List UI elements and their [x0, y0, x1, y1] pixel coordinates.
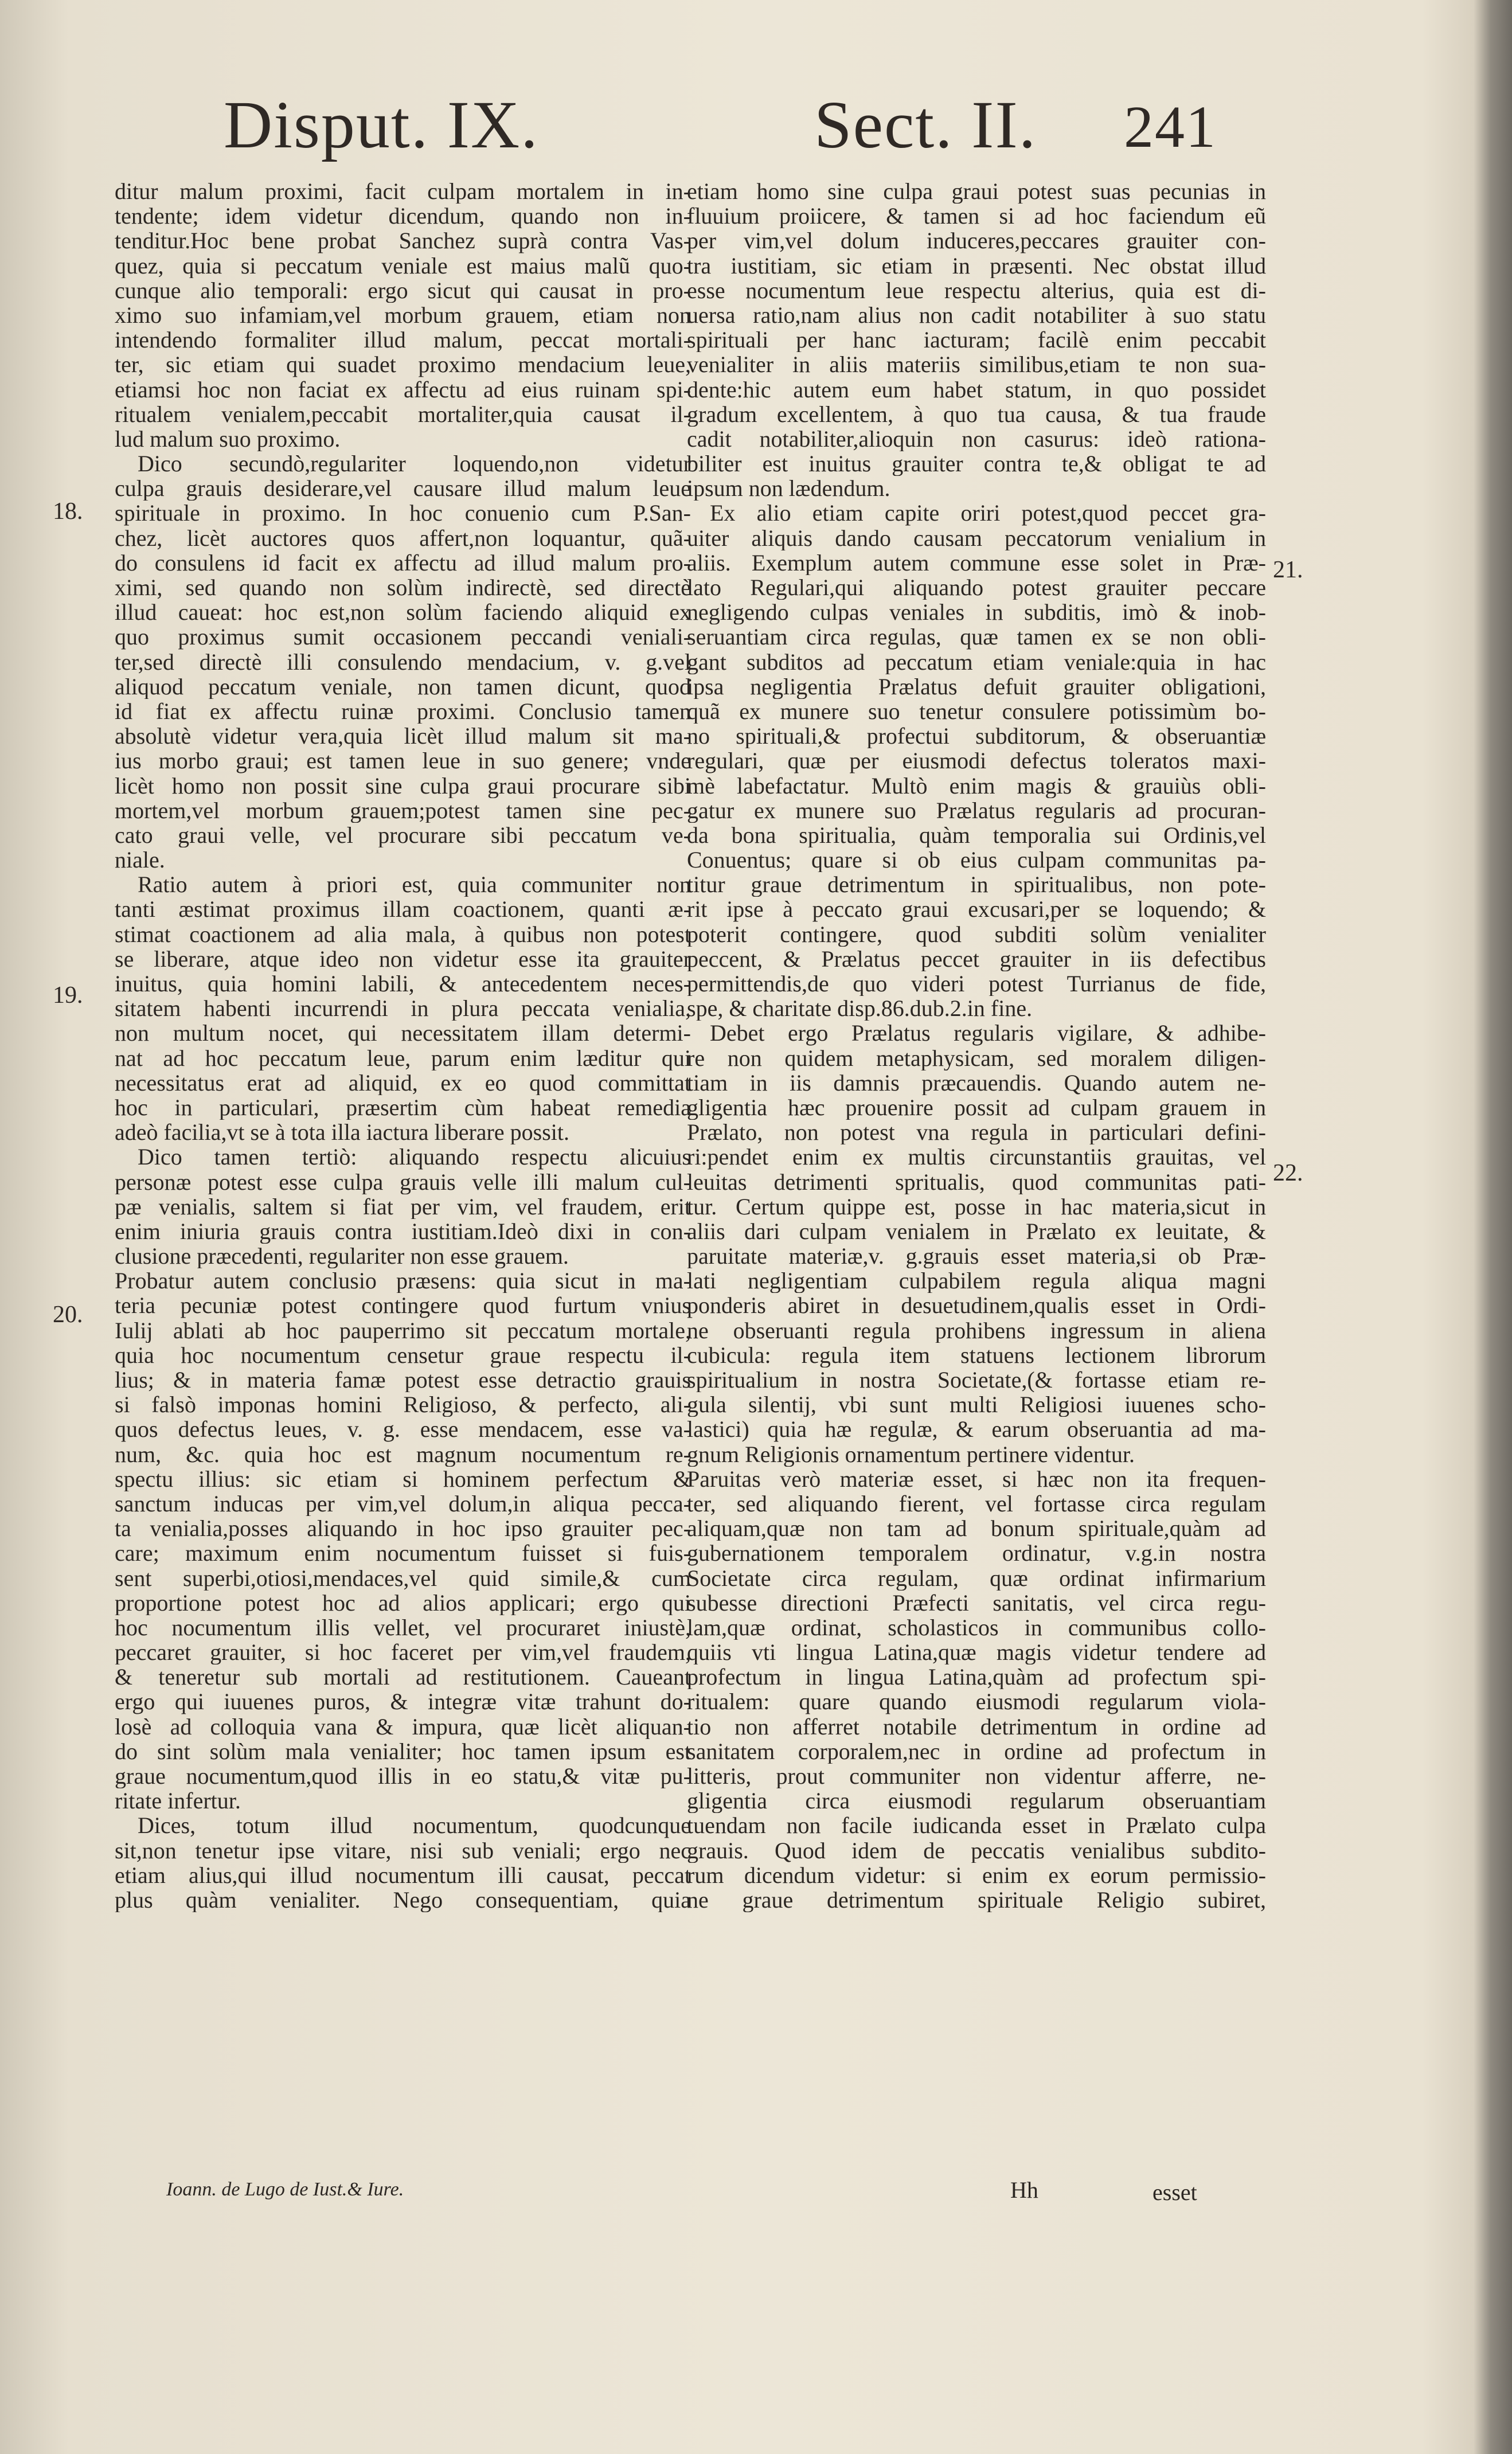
- text-line: personæ potest esse culpa grauis velle illi malum cul-: [115, 1169, 691, 1194]
- text-line: Ex alio etiam capite oriri potest,quod peccet gra-: [710, 501, 1266, 526]
- text-line: Ratio autem à priori est, quia communiter non: [138, 872, 691, 897]
- text-line: sent superbi,otiosi,mendaces,vel quid simile,& cum: [115, 1565, 691, 1591]
- text-line: Dices, totum illud nocumentum, quodcunque: [138, 1813, 691, 1838]
- text-line: quos defectus leues, v. g. esse mendacem, esse va-: [115, 1417, 691, 1442]
- text-line: intendendo formaliter illud malum, peccat mortali-: [115, 327, 691, 353]
- text-line: plus quàm venialiter. Nego consequentiam, quia: [115, 1887, 691, 1913]
- text-line: uersa ratio,nam alius non cadit notabiliter à suo statu: [687, 302, 1266, 328]
- text-line: ipsum non lædendum.: [687, 476, 890, 501]
- text-line: Probatur autem conclusio præsens: quia sicut in ma-: [115, 1268, 691, 1294]
- text-line: sitatem habenti incurrendi in plura peccata venialia,: [115, 996, 691, 1021]
- text-line: ponderis abiret in desuetudinem,qualis esset in Ordi-: [687, 1293, 1266, 1318]
- text-line: ditur malum proximi, facit culpam mortalem in in-: [115, 179, 691, 204]
- text-line: subesse directioni Præfecti sanitatis, vel circa regu-: [687, 1590, 1266, 1615]
- text-line: cubicula: regula item statuens lectionem librorum: [687, 1342, 1266, 1367]
- margin-number-20: 20.: [53, 1302, 83, 1328]
- text-line: Conuentus; quare si ob eius culpam communitas pa-: [687, 847, 1266, 873]
- text-line: tur. Certum quippe est, posse in hac materia,sicut in: [687, 1194, 1266, 1219]
- text-line: absolutè videtur vera,quia licèt illud malum sit ma-: [115, 724, 691, 749]
- margin-number-22: 22.: [1273, 1160, 1303, 1186]
- text-line: tuendam non facile iudicanda esset in Prælato culpa: [687, 1813, 1266, 1838]
- text-line: Debet ergo Prælatus regularis vigilare, & adhibe-: [710, 1021, 1266, 1046]
- text-line: esse nocumentum leue respectu alterius, quia est di-: [687, 278, 1266, 303]
- text-line: gradum excellentem, à quo tua causa, & tua fraude: [687, 401, 1266, 427]
- text-line: num, &c. quia hoc est magnum nocumentum re-: [115, 1441, 691, 1467]
- text-line: titur graue detrimentum in spiritualibus, non pote-: [687, 872, 1266, 897]
- text-line: aliquam,quæ non tam ad bonum spirituale,quàm ad: [687, 1516, 1266, 1541]
- text-line: profectum in lingua Latina,quàm ad profectum spi-: [687, 1664, 1266, 1690]
- text-line: lius; & in materia famæ potest esse detractio grauis: [115, 1367, 691, 1393]
- text-line: tanti æstimat proximus illam coactionem, quanti æ-: [115, 897, 691, 922]
- text-line: litteris, prout communiter non videntur afferre, ne-: [687, 1764, 1266, 1789]
- text-line: spiritualium in nostra Societate,(& fortasse etiam re-: [687, 1367, 1266, 1393]
- text-line: aliquod peccatum veniale, non tamen dicunt, quod: [115, 674, 691, 699]
- text-line: aliis dari culpam venialem in Prælato ex leuitate, &: [687, 1218, 1266, 1244]
- text-line: mè labefactatur. Multò enim magis & grauiùs obli-: [687, 773, 1266, 798]
- text-line: ri:pendet enim ex multis circunstantiis grauitas, vel: [687, 1144, 1266, 1170]
- text-line: pæ venialis, saltem si fiat per vim, vel fraudem, erit: [115, 1194, 691, 1219]
- text-line: hoc in particulari, præsertim cùm habeat remedia: [115, 1095, 691, 1120]
- disputation-heading: Disput. IX.: [224, 87, 539, 162]
- text-line: sit,non tenetur ipse vitare, nisi sub veniali; ergo nec: [115, 1838, 691, 1863]
- text-line: ritate infertur.: [115, 1788, 241, 1814]
- text-line: enim iniuria grauis contra iustitiam.Ideò dixi in con-: [115, 1218, 691, 1244]
- text-line: se liberare, atque ideo non videtur esse ita grauiter: [115, 946, 691, 971]
- text-line: illud caueat: hoc est,non solùm faciendo aliquid ex: [115, 600, 691, 625]
- text-line: culpa grauis desiderare,vel causare illud malum leue: [115, 476, 691, 501]
- text-line: da bona spiritualia, quàm temporalia sui Ordinis,vel: [687, 822, 1266, 848]
- text-line: cunque alio temporali: ergo sicut qui causat in pro-: [115, 278, 691, 303]
- text-line: nat ad hoc peccatum leue, parum enim læditur qui: [115, 1045, 691, 1070]
- text-line: gant subditos ad peccatum etiam veniale:quia in hac: [687, 649, 1266, 674]
- text-line: mortem,vel morbum grauem;potest tamen sine pec-: [115, 798, 691, 823]
- text-line: poterit contingere, quod subditi solùm venialiter: [687, 921, 1266, 947]
- text-line: seruantiam circa regulas, quæ tamen ex se non obli-: [687, 624, 1266, 650]
- text-line: adeò facilia,vt se à tota illa iactura liberare possit.: [115, 1120, 569, 1145]
- text-line: sanitatem corporalem,nec in ordine ad profectum in: [687, 1738, 1266, 1764]
- text-line: lastici) quia hæ regulæ, & earum obseruantia ad ma-: [687, 1417, 1266, 1442]
- text-line: licèt homo non possit sine culpa graui procurare sibi: [115, 773, 691, 798]
- text-line: quo proximus sumit occasionem peccandi veniali-: [115, 624, 691, 650]
- text-line: rit ipse à peccato graui excusari,per se loquendo; &: [687, 897, 1266, 922]
- right-column: [687, 179, 1266, 1912]
- text-line: grauis. Quod idem de peccatis venialibus subdito-: [687, 1838, 1266, 1863]
- text-line: spirituali per hanc iacturam; facilè enim peccabit: [687, 327, 1266, 353]
- text-line: care; maximum enim nocumentum fuisset si fuis-: [115, 1541, 691, 1566]
- page-number: 241: [1124, 94, 1217, 160]
- text-line: biliter est inuitus grauiter contra te,& obligat te ad: [687, 451, 1266, 476]
- text-line: etiam alius,qui illud nocumentum illi causat, peccat: [115, 1862, 691, 1888]
- text-line: rum dicendum videtur: si enim ex eorum permissio-: [687, 1862, 1266, 1888]
- text-line: gubernationem temporalem ordinatur, v.g.in nostra: [687, 1541, 1266, 1566]
- text-line: ritualem: quare quando eiusmodi regularum viola-: [687, 1689, 1266, 1714]
- text-line: gligentia circa eiusmodi regularum obseruantiam: [687, 1788, 1266, 1814]
- text-line: Paruitas verò materiæ esset, si hæc non ita frequen-: [687, 1466, 1266, 1491]
- text-line: peccent, & Prælatus peccet grauiter in iis defectibus: [687, 946, 1266, 971]
- footer-author-line: Ioann. de Lugo de Iust.& Iure.: [166, 2179, 404, 2200]
- text-line: no spirituali,& profectui subditorum, & obseruantiæ: [687, 724, 1266, 749]
- text-line: ta venialia,posses aliquando in hoc ipso grauiter pec-: [115, 1516, 691, 1541]
- catchword: esset: [1152, 2179, 1197, 2205]
- text-line: sanctum inducas per vim,vel dolum,in aliqua pecca-: [115, 1491, 691, 1517]
- text-line: etiamsi hoc non faciat ex affectu ad eius ruinam spi-: [115, 377, 691, 402]
- text-line: chez, licèt auctores quos affert,non loquantur, quã-: [115, 525, 691, 550]
- text-line: negligendo culpas veniales in subditis, imò & inob-: [687, 600, 1266, 625]
- text-line: gligentia hæc prouenire possit ad culpam grauem in: [687, 1095, 1266, 1120]
- section-heading: Sect. II.: [814, 87, 1037, 162]
- text-line: inuitus, quia homini labili, & antecedentem neces-: [115, 971, 691, 997]
- text-line: fluuium proiicere, & tamen si ad hoc faciendum eũ: [687, 204, 1266, 229]
- text-line: gula silentij, vbi sunt multi Religiosi iuuenes scho-: [687, 1392, 1266, 1417]
- text-line: Dico tamen tertiò: aliquando respectu alicuius: [138, 1144, 691, 1170]
- text-line: quez, quia si peccatum veniale est maius malũ quo-: [115, 253, 691, 278]
- text-line: cato graui velle, vel procurare sibi peccatum ve-: [115, 822, 691, 848]
- text-line: ximi, sed quando non solùm indirectè, sed directè: [115, 575, 691, 600]
- text-line: hoc nocumentum illis vellet, vel procuraret iniustè,: [115, 1615, 691, 1640]
- text-line: gnum Religionis ornamentum pertinere videntur.: [687, 1441, 1135, 1467]
- text-line: lud malum suo proximo.: [115, 426, 341, 452]
- text-line: ne obseruanti regula prohibens ingressum in aliena: [687, 1318, 1266, 1343]
- text-line: necessitatus erat ad aliquid, ex eo quod committat: [115, 1070, 691, 1095]
- text-line: lati negligentiam culpabilem regula aliqua magni: [687, 1268, 1266, 1294]
- text-line: per vim,vel dolum induceres,peccares grauiter con-: [687, 228, 1266, 253]
- text-line: do sint solùm mala venialiter; hoc tamen ipsum est: [115, 1738, 691, 1764]
- text-line: non multum nocet, qui necessitatem illam determi-: [115, 1021, 691, 1046]
- text-line: niale.: [115, 847, 165, 873]
- signature-mark: Hh: [1010, 2177, 1038, 2203]
- text-line: lato Regulari,qui aliquando potest grauiter peccare: [687, 575, 1266, 600]
- text-line: Prælato, non potest vna regula in particulari defini-: [687, 1120, 1266, 1145]
- text-line: ter, sed aliquando fierent, vel fortasse circa regulam: [687, 1491, 1266, 1517]
- margin-number-18: 18.: [53, 498, 83, 525]
- text-line: ipsa negligentia Prælatus defuit grauiter obligationi,: [687, 674, 1266, 699]
- text-line: venialiter in aliis materiis similibus,etiam te non sua-: [687, 352, 1266, 377]
- text-line: spirituale in proximo. In hoc conuenio cum P.San-: [115, 501, 691, 526]
- text-line: spe, & charitate disp.86.dub.2.in fine.: [687, 996, 1033, 1021]
- text-line: tendente; idem videtur dicendum, quando non in-: [115, 204, 691, 229]
- text-line: id fiat ex affectu ruinæ proximi. Conclusio tamen: [115, 698, 691, 724]
- text-line: Societate circa regulam, quæ ordinat infirmarium: [687, 1565, 1266, 1591]
- text-line: quiis vti lingua Latina,quæ magis videtur tendere ad: [687, 1640, 1266, 1665]
- text-line: quia hoc nocumentum censetur graue respectu il-: [115, 1342, 691, 1367]
- text-line: tio non afferret notabile detrimentum in ordine ad: [687, 1714, 1266, 1739]
- text-line: Dico secundò,regulariter loquendo,non videtur: [138, 451, 691, 476]
- text-line: ius morbo graui; est tamen leue in suo genere; vnde: [115, 748, 691, 773]
- text-line: leuitas detrimenti spritualis, quod communitas pati-: [687, 1169, 1266, 1194]
- text-line: ter,sed directè illi consulendo mendacium, v. g.vel: [115, 649, 691, 674]
- text-line: graue nocumentum,quod illis in eo statu,& vitæ pu-: [115, 1764, 691, 1789]
- text-line: paruitate materiæ,v. g.grauis esset materia,si ob Præ-: [687, 1244, 1266, 1269]
- text-line: dente:hic autem eum habet statum, in quo possidet: [687, 377, 1266, 402]
- text-line: uiter aliquis dando causam peccatorum venialium in: [687, 525, 1266, 550]
- text-line: spectu illius: sic etiam si hominem perfectum &: [115, 1466, 691, 1491]
- text-line: stimat coactionem ad alia mala, à quibus non potest: [115, 921, 691, 947]
- text-line: gatur ex munere suo Prælatus regularis ad procuran-: [687, 798, 1266, 823]
- text-line: re non quidem metaphysicam, sed moralem diligen-: [687, 1045, 1266, 1070]
- left-column: [115, 179, 691, 1912]
- text-line: & teneretur sub mortali ad restitutionem. Caueant: [115, 1664, 691, 1690]
- text-line: peccaret grauiter, si hoc faceret per vim,vel fraudem,: [115, 1640, 691, 1665]
- running-head: [224, 86, 1233, 178]
- text-line: ximo suo infamiam,vel morbum grauem, etiam non: [115, 302, 691, 328]
- margin-number-21: 21.: [1273, 557, 1303, 583]
- text-line: tiam in iis damnis præcauendis. Quando autem ne-: [687, 1070, 1266, 1095]
- text-line: ne graue detrimentum spirituale Religio subiret,: [687, 1887, 1266, 1913]
- text-line: permittendis,de quo videri potest Turrianus de fide,: [687, 971, 1266, 997]
- text-line: ritualem venialem,peccabit mortaliter,quia causat il-: [115, 401, 691, 427]
- text-line: lam,quæ ordinat, scholasticos in communibus collo-: [687, 1615, 1266, 1640]
- text-line: si falsò imponas homini Religioso, & perfecto, ali-: [115, 1392, 691, 1417]
- text-line: quã ex munere suo tenetur consulere potissimùm bo-: [687, 698, 1266, 724]
- text-line: teria pecuniæ potest contingere quod furtum vnius: [115, 1293, 691, 1318]
- text-line: do consulens id facit ex affectu ad illud malum pro-: [115, 550, 691, 575]
- text-line: ergo qui iuuenes puros, & integræ vitæ trahunt do-: [115, 1689, 691, 1714]
- text-line: tenditur.Hoc bene probat Sanchez suprà contra Vas-: [115, 228, 691, 253]
- text-line: cadit notabiliter,alioquin non casurus: ideò rationa-: [687, 426, 1266, 452]
- text-line: clusione præcedenti, regulariter non esse grauem.: [115, 1244, 569, 1269]
- text-line: tra iustitiam, sic etiam in præsenti. Nec obstat illud: [687, 253, 1266, 278]
- text-line: ter, sic etiam qui suadet proximo mendacium leue,: [115, 352, 691, 377]
- text-line: losè ad colloquia vana & impura, quæ licèt aliquan-: [115, 1714, 691, 1739]
- text-line: proportione potest hoc ad alios applicari; ergo qui: [115, 1590, 691, 1615]
- margin-number-19: 19.: [53, 982, 83, 1009]
- text-line: Iulij ablati ab hoc pauperrimo sit peccatum mortale,: [115, 1318, 691, 1343]
- text-line: regulari, quæ per eiusmodi defectus toleratos maxi-: [687, 748, 1266, 773]
- text-line: etiam homo sine culpa graui potest suas pecunias in: [687, 179, 1266, 204]
- text-line: aliis. Exemplum autem commune esse solet in Præ-: [687, 550, 1266, 575]
